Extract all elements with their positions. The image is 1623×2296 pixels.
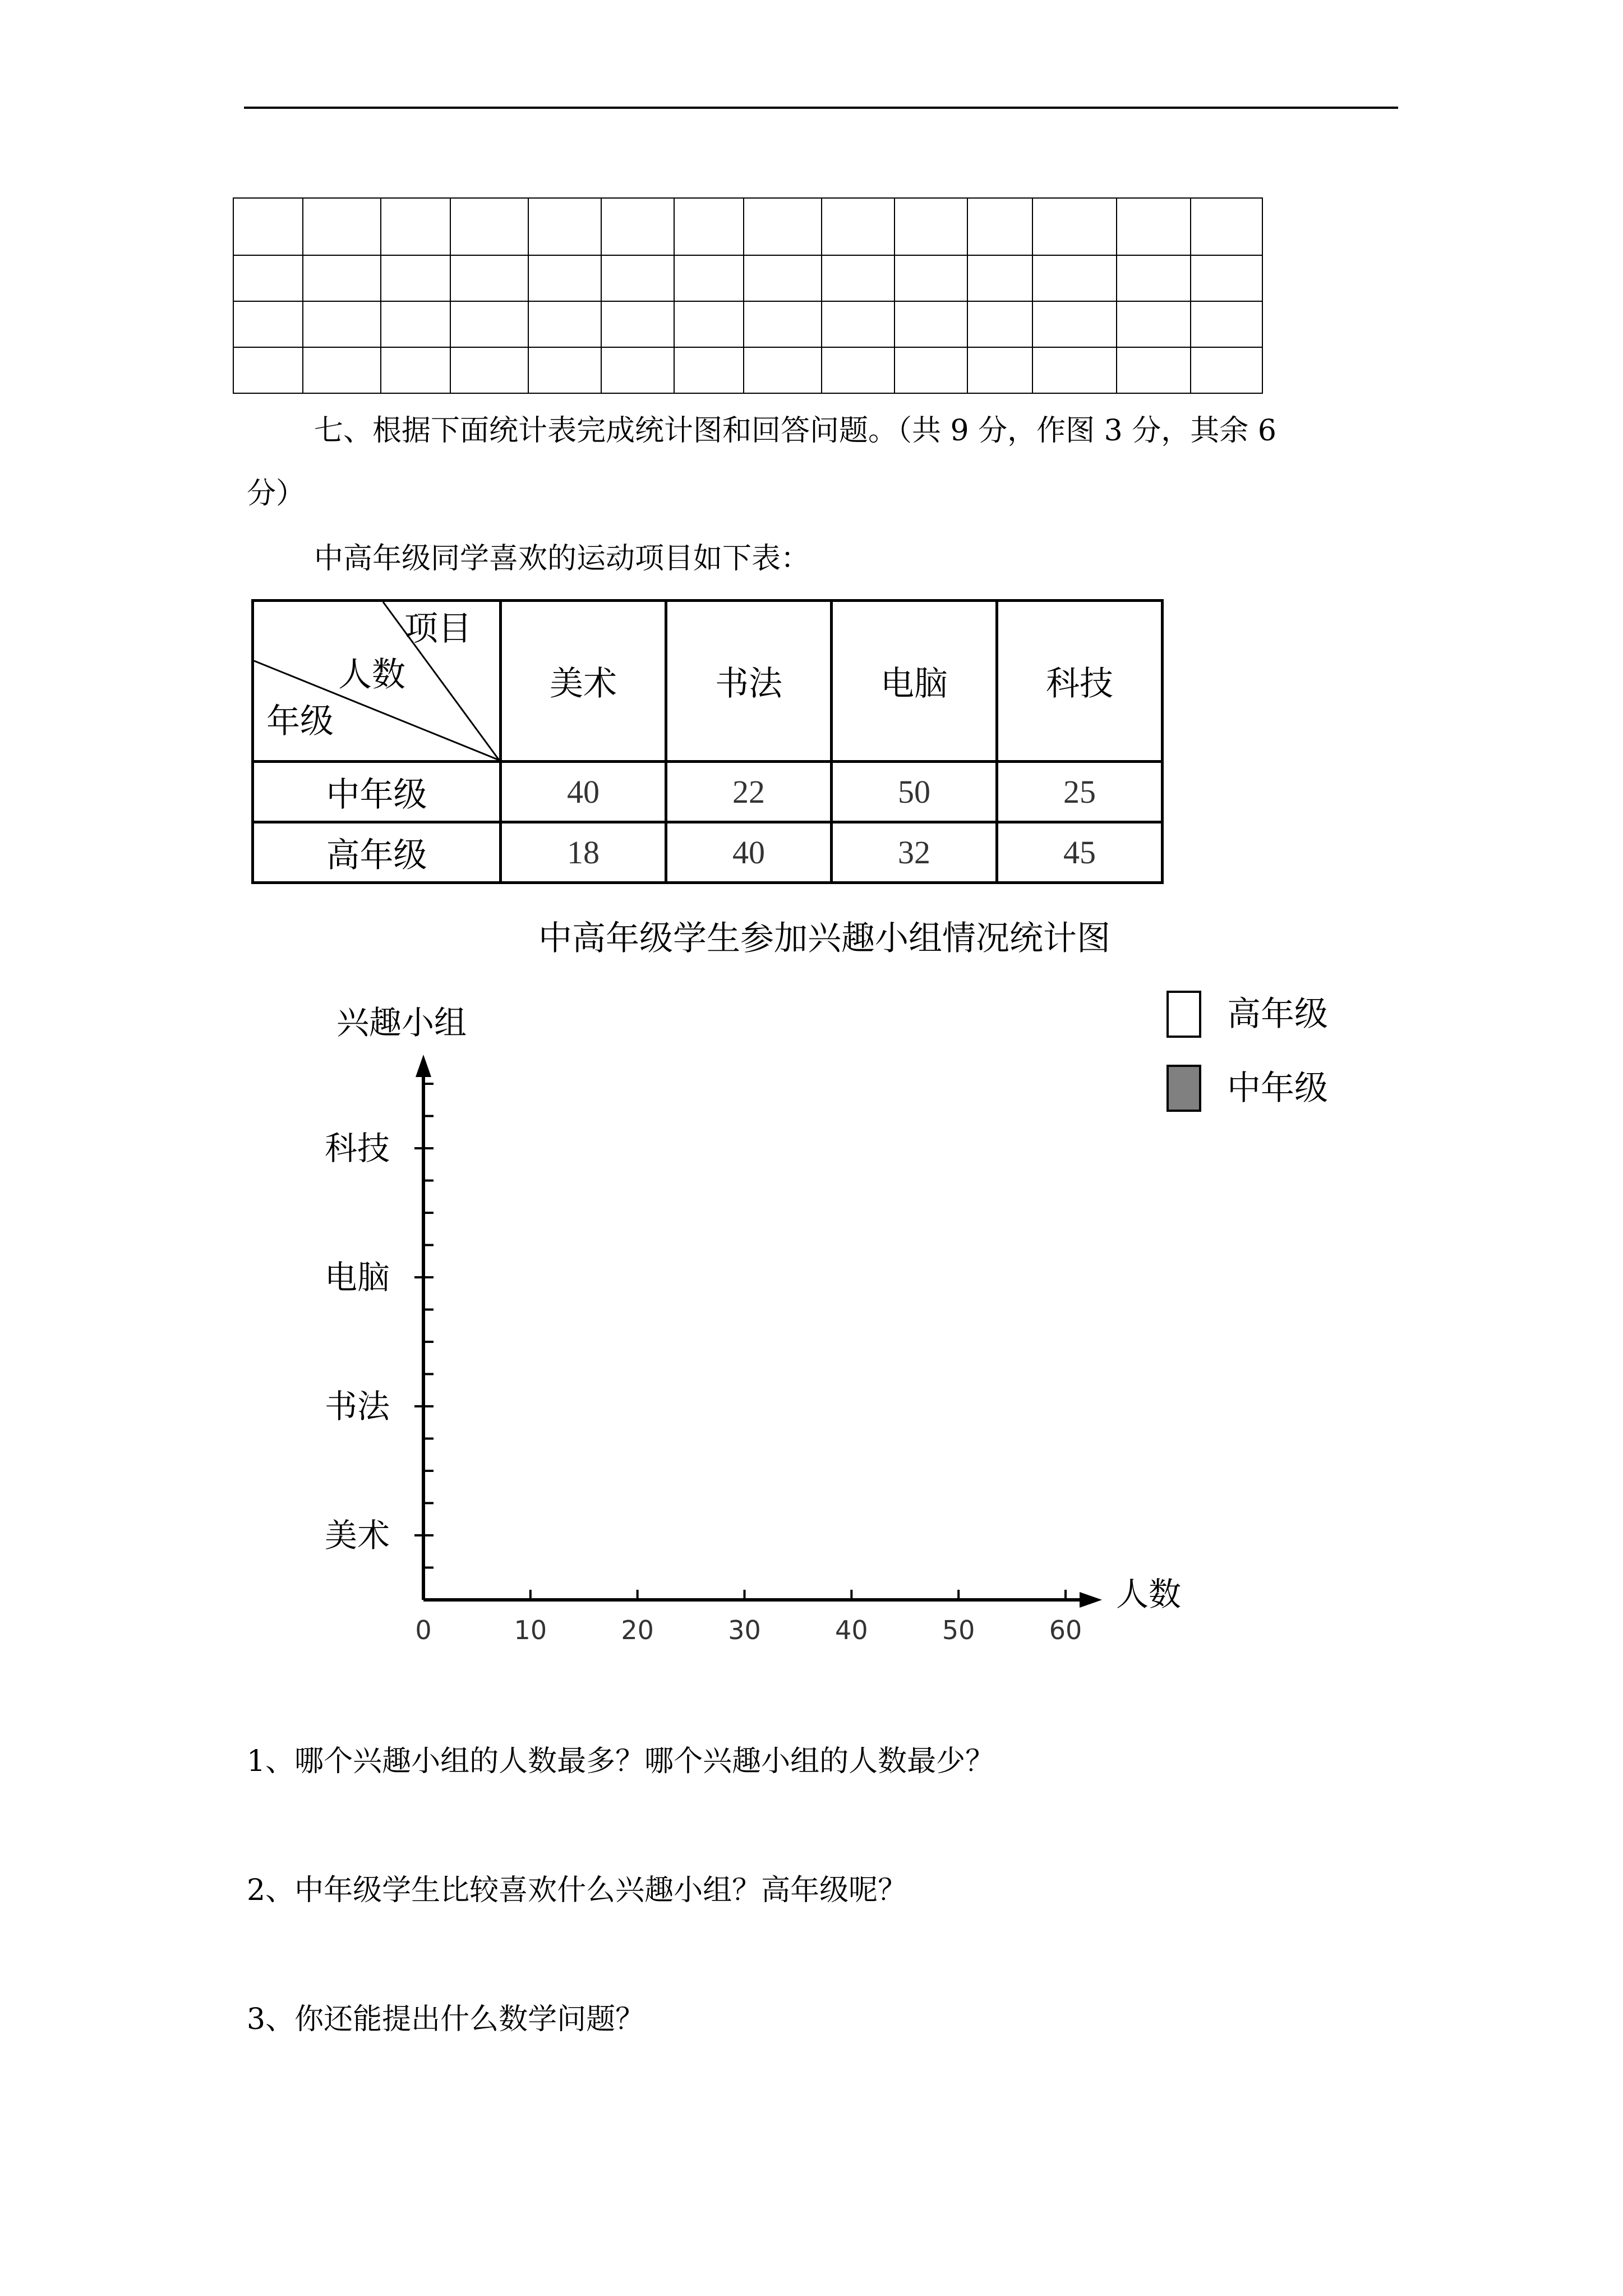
col-header-computer: 电脑: [832, 601, 997, 762]
section-heading-cont: 分）: [247, 477, 306, 510]
legend-swatch: [1168, 992, 1200, 1037]
y-axis-label: 兴趣小组: [336, 1004, 467, 1042]
legend-label: 中年级: [1227, 1069, 1328, 1108]
x-axis-arrow: [1080, 1592, 1102, 1608]
header-grade-label: 年级: [266, 702, 334, 741]
y-axis-arrow: [416, 1055, 431, 1077]
y-category-label: 科技: [324, 1129, 390, 1167]
table-cell: 22: [666, 762, 832, 822]
table-cell: 40: [666, 822, 832, 883]
y-category-label: 书法: [324, 1387, 390, 1425]
legend-swatch: [1168, 1066, 1200, 1111]
table-cell: 40: [501, 762, 666, 822]
header-people-label: 人数: [338, 655, 405, 694]
table-cell: 25: [997, 762, 1163, 822]
row-label: 中年级: [253, 762, 501, 822]
header-item-label: 项目: [404, 609, 472, 648]
table-cell: 45: [997, 822, 1163, 883]
x-tick-label: 60: [1049, 1615, 1082, 1645]
col-header-calligraphy: 书法: [666, 601, 832, 762]
chart-title: 中高年级学生参加兴趣小组情况统计图: [538, 919, 1110, 958]
x-tick-label: 20: [621, 1615, 654, 1645]
question-2: 2、中年级学生比较喜欢什么兴趣小组？高年级呢？: [247, 1874, 907, 1907]
y-category-label: 电脑: [324, 1258, 390, 1296]
table-intro: 中高年级同学喜欢的运动项目如下表：: [314, 542, 810, 576]
x-tick-label: 40: [835, 1615, 868, 1645]
x-tick-label: 10: [514, 1615, 547, 1645]
x-tick-label: 50: [942, 1615, 975, 1645]
y-category-label: 美术: [324, 1516, 390, 1554]
table-cell: 32: [832, 822, 997, 883]
col-header-art: 美术: [501, 601, 666, 762]
x-tick-label: 0: [415, 1615, 432, 1645]
question-1: 1、哪个兴趣小组的人数最多？哪个兴趣小组的人数最少？: [247, 1745, 995, 1778]
legend-label: 高年级: [1227, 995, 1328, 1034]
x-axis-label: 人数: [1116, 1575, 1182, 1613]
section-heading: 七、根据下面统计表完成统计图和回答问题。（共 9 分，作图 3 分，其余 6: [314, 414, 1276, 448]
table-cell: 50: [832, 762, 997, 822]
col-header-technology: 科技: [997, 601, 1163, 762]
table-cell: 18: [501, 822, 666, 883]
question-3: 3、你还能提出什么数学问题？: [247, 2003, 645, 2036]
x-tick-label: 30: [728, 1615, 761, 1645]
row-label: 高年级: [253, 822, 501, 883]
